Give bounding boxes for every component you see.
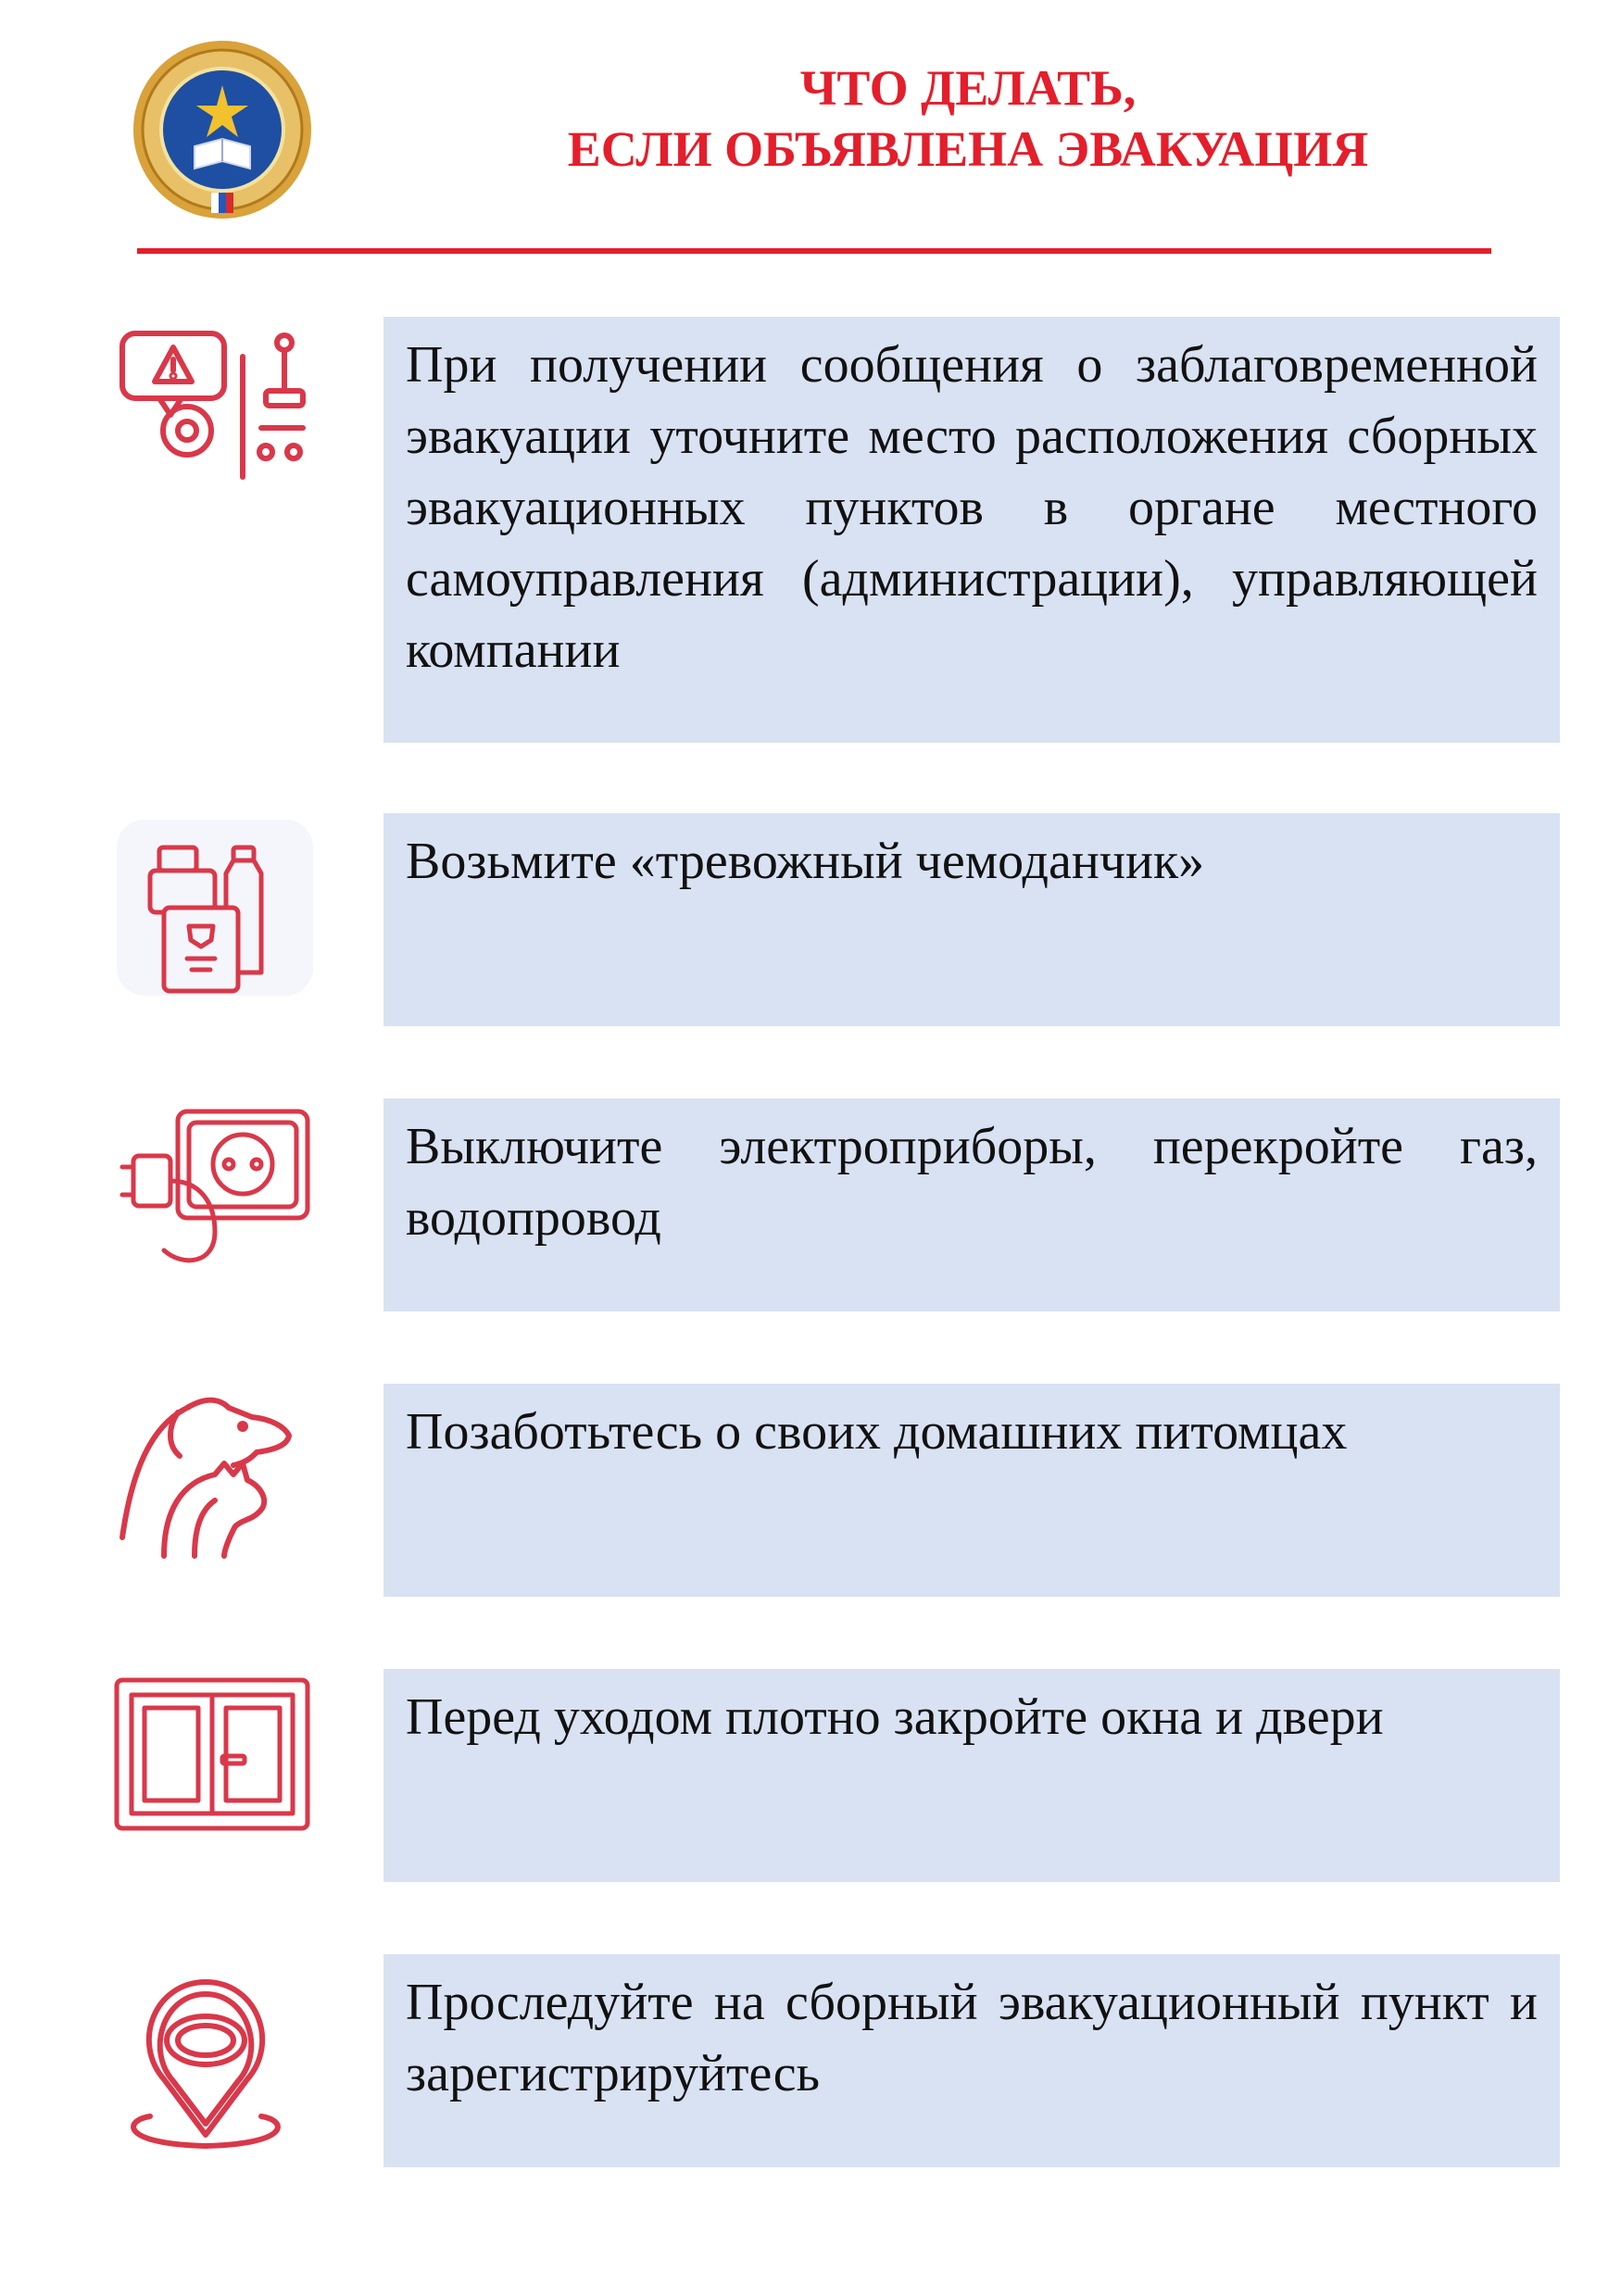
location-pin-icon — [113, 1968, 317, 2153]
step-card-4 — [383, 1384, 1560, 1597]
window-door-icon — [113, 1676, 317, 1862]
step-card-6 — [383, 1954, 1560, 2167]
step-text-4: Позаботьтесь о своих домашних питомцах — [406, 1403, 1348, 1461]
step-card-1 — [383, 317, 1560, 743]
alert-notification-icon — [113, 324, 317, 509]
step-text-5: Перед уходом плотно закройте окна и двери — [406, 1688, 1384, 1746]
step-card-3 — [383, 1098, 1560, 1311]
title-line-2: ЕСЛИ ОБЪЯВЛЕНА ЭВАКУАЦИЯ — [567, 121, 1369, 177]
step-text-1: При получении сообщения о заблаговременной эвакуации уточните место расположения сборных эвакуационных пунктов в органе местного самоуправления (администрации), управляющей компании — [406, 336, 1538, 679]
title-line-1: ЧТО ДЕЛАТЬ, — [799, 60, 1137, 116]
emblem-logo — [130, 37, 315, 222]
step-card-5 — [383, 1669, 1560, 1882]
emergency-kit-icon — [113, 820, 317, 1005]
title-divider — [137, 248, 1491, 254]
page-title — [389, 57, 1547, 180]
step-text-6: Проследуйте на сборный эвакуационный пункт и зарегистрируйтесь — [406, 1974, 1538, 2102]
power-outlet-icon — [113, 1102, 317, 1287]
step-text-2: Возьмите «тревожный чемоданчик» — [406, 833, 1205, 890]
step-card-2 — [383, 813, 1560, 1026]
pets-icon — [113, 1371, 317, 1556]
step-text-3: Выключите электроприборы, перекройте газ, водопровод — [406, 1118, 1538, 1247]
